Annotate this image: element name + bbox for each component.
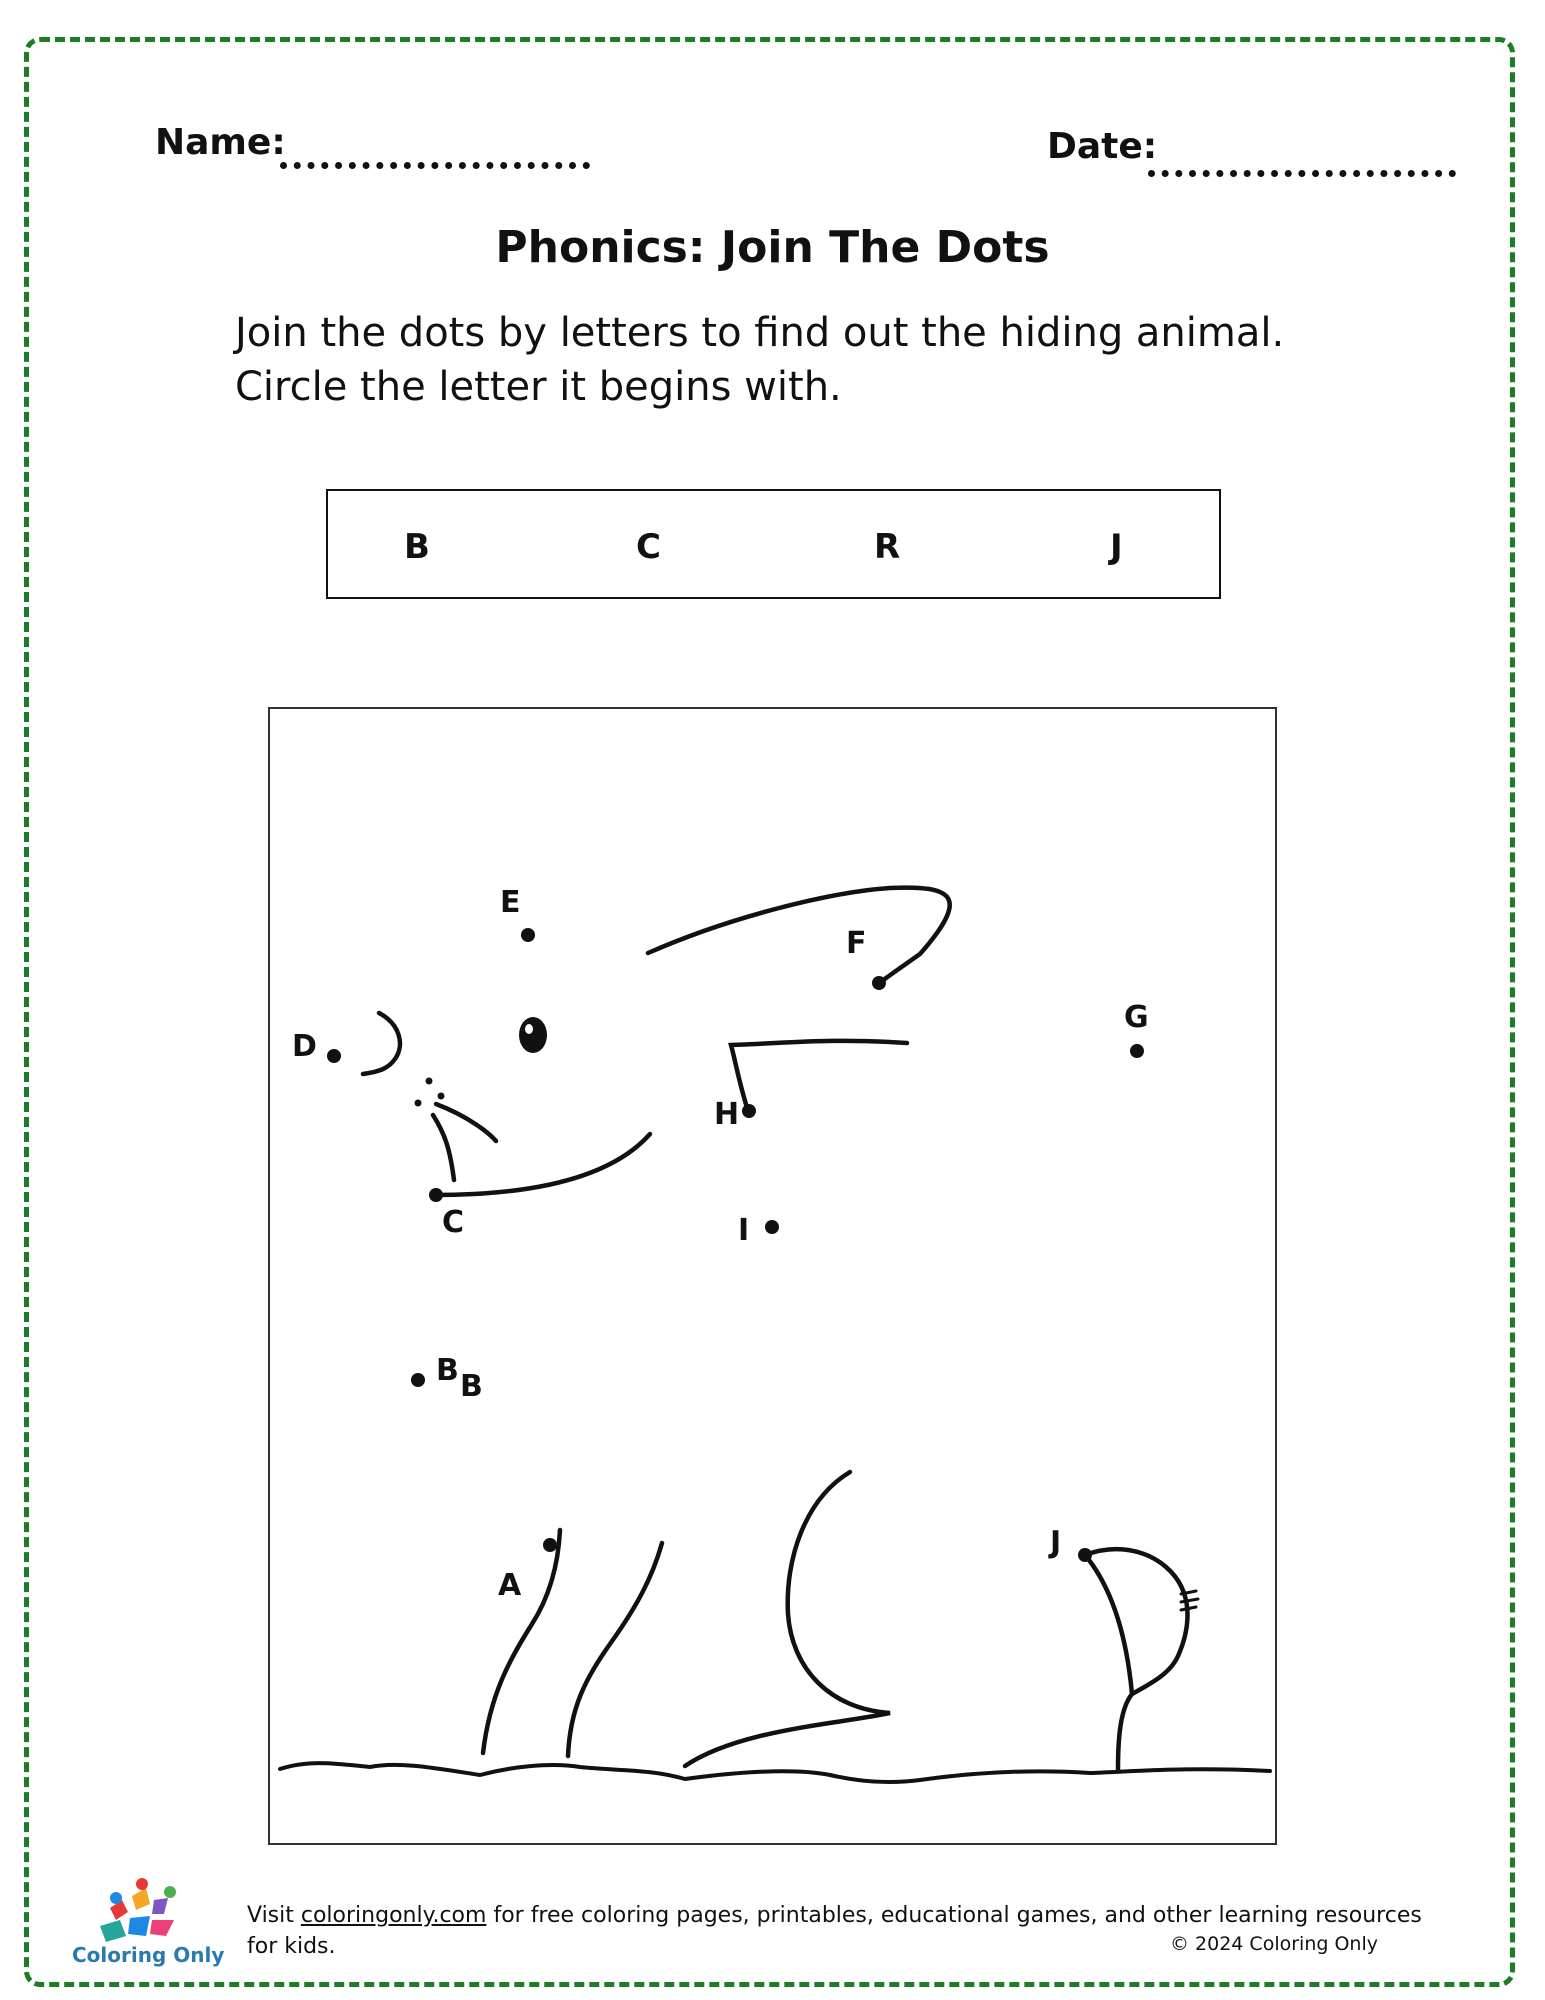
choice-r[interactable]: R bbox=[874, 527, 901, 567]
point-d-label: D bbox=[292, 1029, 317, 1064]
point-h-dot[interactable] bbox=[742, 1104, 756, 1118]
instructions bbox=[235, 306, 1335, 414]
footer-rest: for free coloring pages, printables, educational games, and other learning resources for kids. bbox=[247, 1903, 1422, 1959]
mouth-lower bbox=[433, 1115, 454, 1180]
nostril-dot bbox=[438, 1093, 445, 1100]
page-title: Phonics: Join The Dots bbox=[495, 222, 1050, 273]
jaw-curve bbox=[435, 1134, 650, 1195]
choice-c[interactable]: C bbox=[636, 527, 661, 567]
point-d-dot[interactable] bbox=[327, 1049, 341, 1063]
eye-highlight bbox=[525, 1024, 533, 1034]
nose-curve bbox=[363, 1013, 400, 1074]
nostril-dot bbox=[426, 1078, 433, 1085]
hind-leg bbox=[685, 1472, 890, 1766]
date-label: Date: bbox=[1047, 126, 1158, 167]
footer-link[interactable]: coloringonly.com bbox=[300, 1903, 487, 1928]
drawing-canvas bbox=[270, 709, 1275, 1843]
point-a-label: A bbox=[498, 1568, 522, 1603]
point-j-dot[interactable] bbox=[1078, 1548, 1092, 1562]
front-leg-1 bbox=[483, 1530, 560, 1753]
neck-curve bbox=[731, 1041, 907, 1111]
point-g-dot[interactable] bbox=[1130, 1044, 1144, 1058]
point-c-label: C bbox=[442, 1205, 465, 1240]
tail-inner bbox=[1085, 1555, 1132, 1694]
eye-icon bbox=[519, 1017, 547, 1053]
answer-choices bbox=[326, 489, 1221, 599]
nostril-dot bbox=[415, 1100, 422, 1107]
instruction-line-2: Circle the letter it begins with. bbox=[235, 364, 842, 410]
ear-curve bbox=[648, 888, 950, 983]
instruction-line-1: Join the dots by letters to find out the hiding animal. bbox=[235, 310, 1285, 356]
logo-text: Coloring Only bbox=[72, 1943, 225, 1967]
point-b-dot[interactable] bbox=[411, 1373, 425, 1387]
point-g-label: G bbox=[1124, 1000, 1149, 1035]
dot-to-dot-drawing bbox=[268, 707, 1277, 1845]
point-h-label: H bbox=[714, 1097, 740, 1132]
point-b-label-duplicate: B bbox=[460, 1369, 483, 1404]
choice-b[interactable]: B bbox=[404, 527, 430, 567]
point-b-label: B bbox=[436, 1353, 459, 1388]
tail-curve bbox=[1085, 1549, 1187, 1769]
point-f-label: F bbox=[846, 926, 867, 961]
footer-visit: Visit bbox=[247, 1903, 301, 1928]
date-field[interactable] bbox=[1148, 170, 1456, 177]
choice-j[interactable]: J bbox=[1110, 527, 1123, 567]
point-f-dot[interactable] bbox=[872, 976, 886, 990]
point-e-dot[interactable] bbox=[521, 928, 535, 942]
name-field[interactable] bbox=[280, 162, 590, 169]
copyright: © 2024 Coloring Only bbox=[1170, 1933, 1378, 1955]
tail-tuft bbox=[1181, 1591, 1198, 1610]
front-leg-2 bbox=[568, 1543, 662, 1756]
point-e-label: E bbox=[500, 885, 521, 920]
ground-line bbox=[280, 1763, 1270, 1782]
point-i-label: I bbox=[738, 1213, 750, 1248]
point-c-dot[interactable] bbox=[429, 1188, 443, 1202]
point-j-label: J bbox=[1050, 1525, 1062, 1560]
name-label: Name: bbox=[155, 122, 286, 163]
point-a-dot[interactable] bbox=[543, 1538, 557, 1552]
point-i-dot[interactable] bbox=[765, 1220, 779, 1234]
line-art bbox=[280, 888, 1270, 1782]
